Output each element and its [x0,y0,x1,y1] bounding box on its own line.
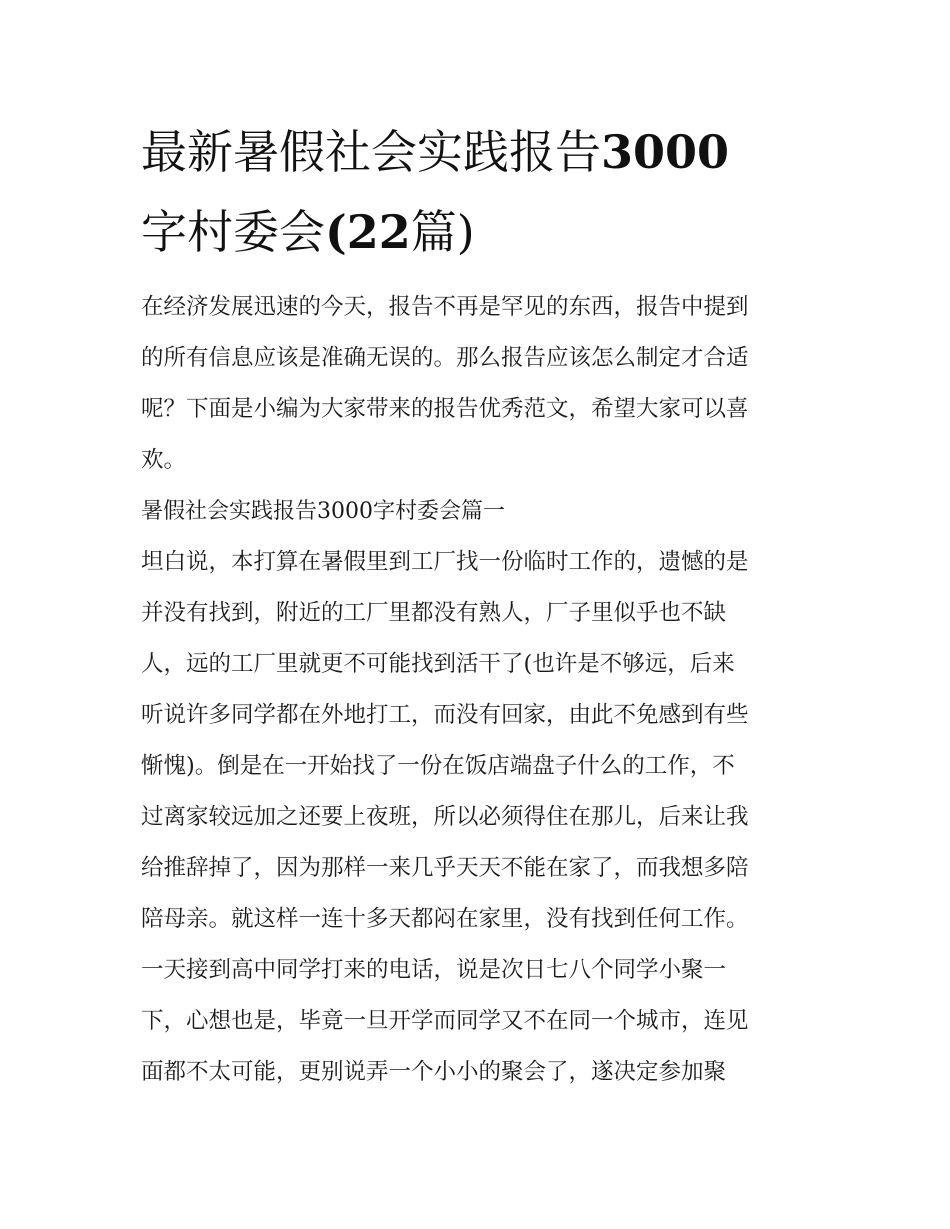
paragraph-line: 并没有找到，附近的工厂里都没有熟人，厂子里似乎也不缺 [141,600,727,626]
document-title [141,112,813,272]
paragraph-line: 惭愧)。倒是在一开始找了一份在饭店端盘子什么的工作，不 [141,753,735,779]
intro-paragraph [141,282,813,486]
title-text: 篇) [410,205,475,259]
paragraph-line: 听说许多同学都在外地打工，而没有回家，由此不免感到有些 [141,702,749,728]
title-line-2 [141,192,813,272]
document-page [141,112,813,1098]
title-count: (22 [325,205,411,259]
paragraph-line: 下，心想也是，毕竟一旦开学而同学又不在同一个城市，连见 [141,1008,749,1034]
section-heading: 暑假社会实践报告3000字村委会篇一 [141,499,505,524]
paragraph-line: 在经济发展迅速的今天，报告不再是罕见的东西，报告中提到 [141,294,749,320]
paragraph-line: 欢。 [141,447,187,473]
paragraph-line: 面都不太可能，更别说弄一个小小的聚会了，遂决定参加聚 [141,1059,727,1085]
title-text: 字村委会 [141,205,325,259]
paragraph-line: 的所有信息应该是准确无误的。那么报告应该怎么制定才合适 [141,345,749,371]
paragraph-line: 呢？下面是小编为大家带来的报告优秀范文，希望大家可以喜 [141,396,749,422]
paragraph-line: 人，远的工厂里就更不可能找到活干了(也许是不够远，后来 [141,651,735,677]
paragraph-line: 陪母亲。就这样一连十多天都闷在家里，没有找到任何工作。 [141,906,749,932]
title-line-1 [141,112,813,192]
title-text: 最新暑假社会实践报告 [141,125,601,179]
body-paragraph [141,537,813,1098]
paragraph-line: 坦白说，本打算在暑假里到工厂找一份临时工作的，遗憾的是 [141,549,749,575]
paragraph-line: 给推辞掉了，因为那样一来几乎天天不能在家了，而我想多陪 [141,855,749,881]
paragraph-line: 一天接到高中同学打来的电话，说是次日七八个同学小聚一 [141,957,727,983]
title-number: 3000 [601,125,730,179]
paragraph-line: 过离家较远加之还要上夜班，所以必须得住在那儿，后来让我 [141,804,749,830]
